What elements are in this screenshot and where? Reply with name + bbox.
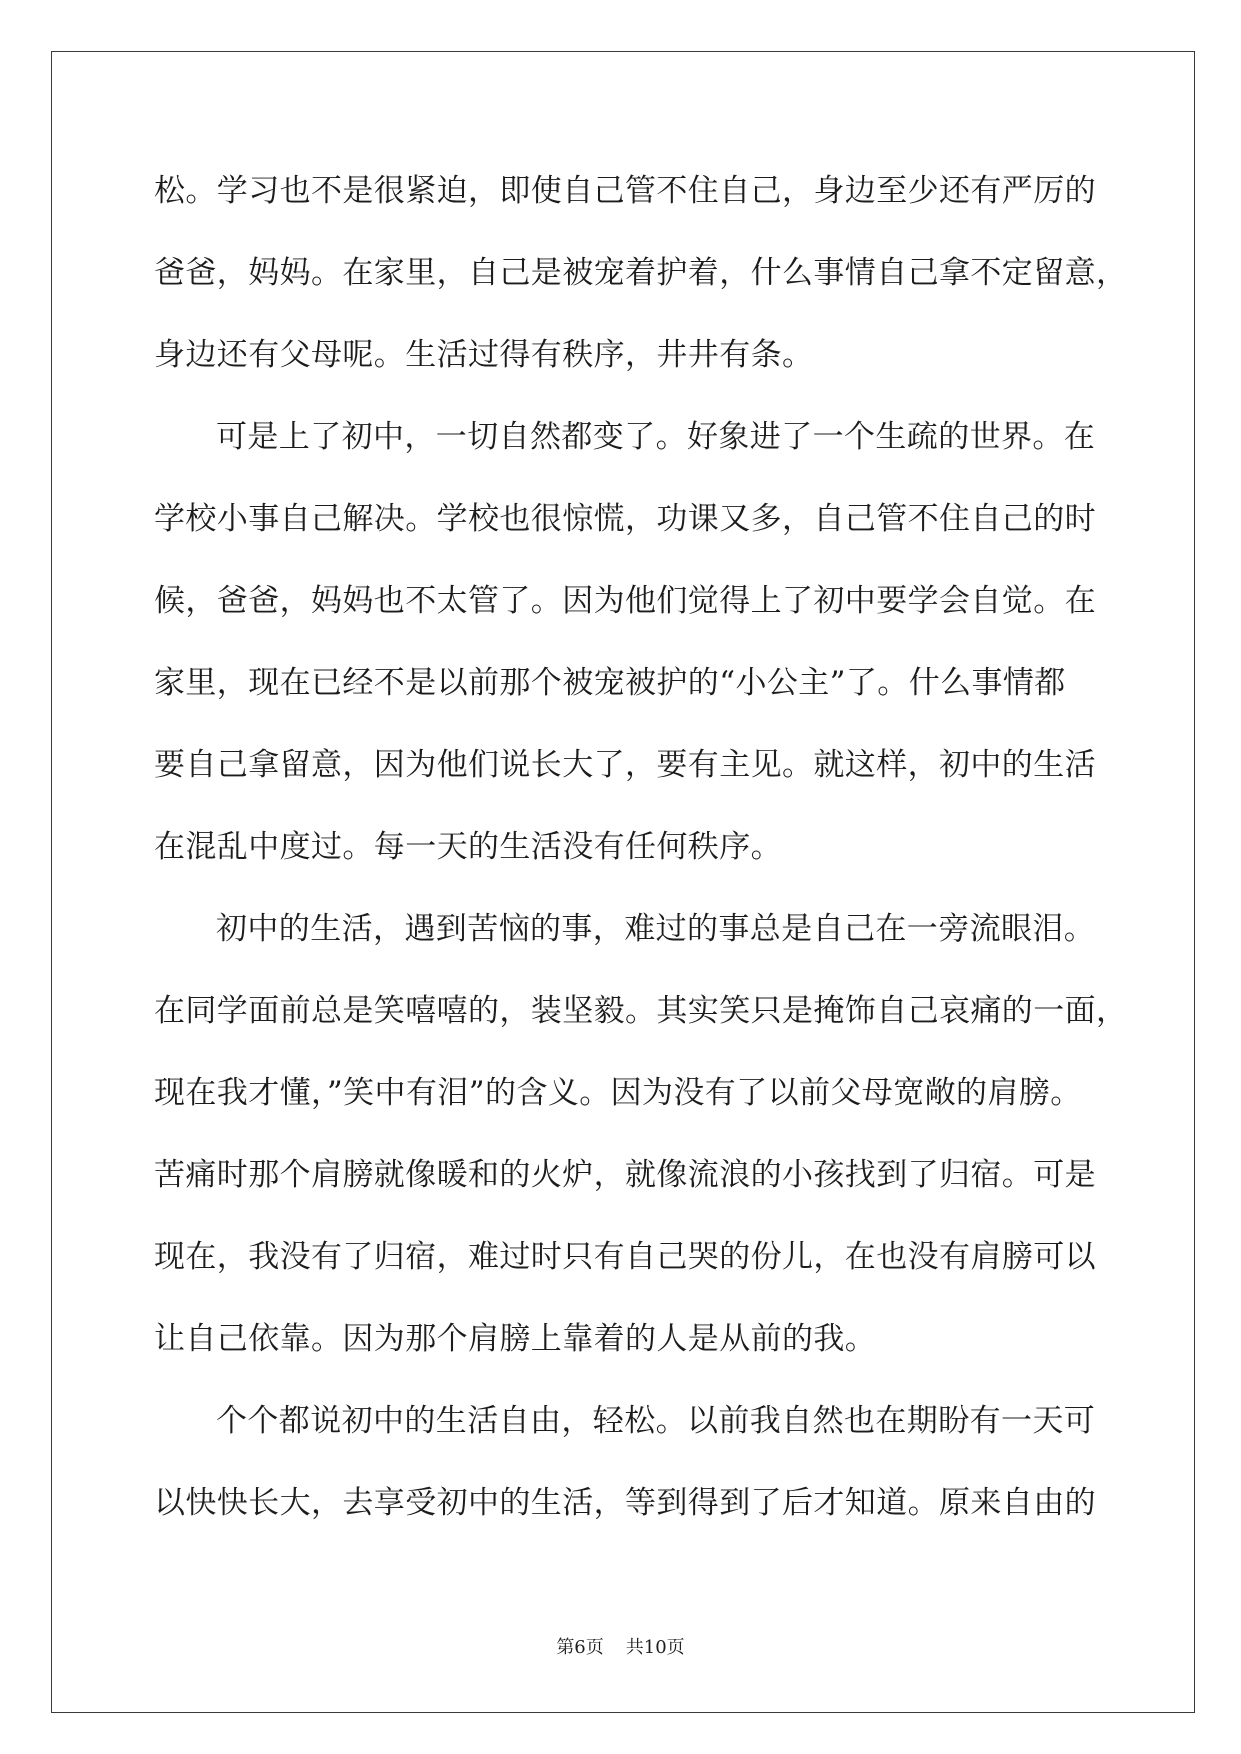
paragraph-1: [154, 150, 1164, 396]
page-number: 第6页: [556, 1637, 604, 1658]
text-line: 苦痛时那个肩膀就像暖和的火炉，就像流浪的小孩找到了归宿。可是: [154, 1157, 1096, 1193]
text-line: 在同学面前总是笑嘻嘻的，装坚毅。其实笑只是掩饰自己哀痛的一面，: [154, 993, 1128, 1029]
text-line: 初中的生活，遇到苦恼的事，难过的事总是自己在一旁流眼泪。: [216, 911, 1096, 947]
text-line: 现在，我没有了归宿，难过时只有自己哭的份儿，在也没有肩膀可以: [154, 1239, 1096, 1275]
page-footer: [0, 1634, 1241, 1662]
text-line: 爸爸，妈妈。在家里，自己是被宠着护着，什么事情自己拿不定留意，: [154, 255, 1128, 291]
paragraph-3: [154, 888, 1164, 1380]
text-line: 家里，现在已经不是以前那个被宠被护的“小公主”了。什么事情都: [154, 665, 1066, 701]
text-line: 学校小事自己解决。学校也很惊慌，功课又多，自己管不住自己的时: [154, 501, 1096, 537]
page-total: 共10页: [625, 1637, 685, 1658]
text-line: 让自己依靠。因为那个肩膀上靠着的人是从前的我。: [154, 1321, 877, 1357]
text-line: 身边还有父母呢。生活过得有秩序，井井有条。: [154, 337, 814, 373]
text-line: 可是上了初中，一切自然都变了。好象进了一个生疏的世界。在: [216, 419, 1096, 455]
text-line: 个个都说初中的生活自由，轻松。以前我自然也在期盼有一天可: [216, 1403, 1096, 1439]
text-line: 以快快长大，去享受初中的生活，等到得到了后才知道。原来自由的: [154, 1485, 1096, 1521]
text-line: 要自己拿留意，因为他们说长大了，要有主见。就这样，初中的生活: [154, 747, 1096, 783]
paragraph-4: [154, 1380, 1164, 1544]
text-line: 候，爸爸，妈妈也不太管了。因为他们觉得上了初中要学会自觉。在: [154, 583, 1096, 619]
document-body: [154, 150, 1164, 1544]
paragraph-2: [154, 396, 1164, 888]
text-line: 松。学习也不是很紧迫，即使自己管不住自己，身边至少还有严厉的: [154, 173, 1096, 209]
text-line: 在混乱中度过。每一天的生活没有任何秩序。: [154, 829, 782, 865]
text-line: 现在我才懂，”笑中有泪”的含义。因为没有了以前父母宽敞的肩膀。: [154, 1075, 1082, 1111]
